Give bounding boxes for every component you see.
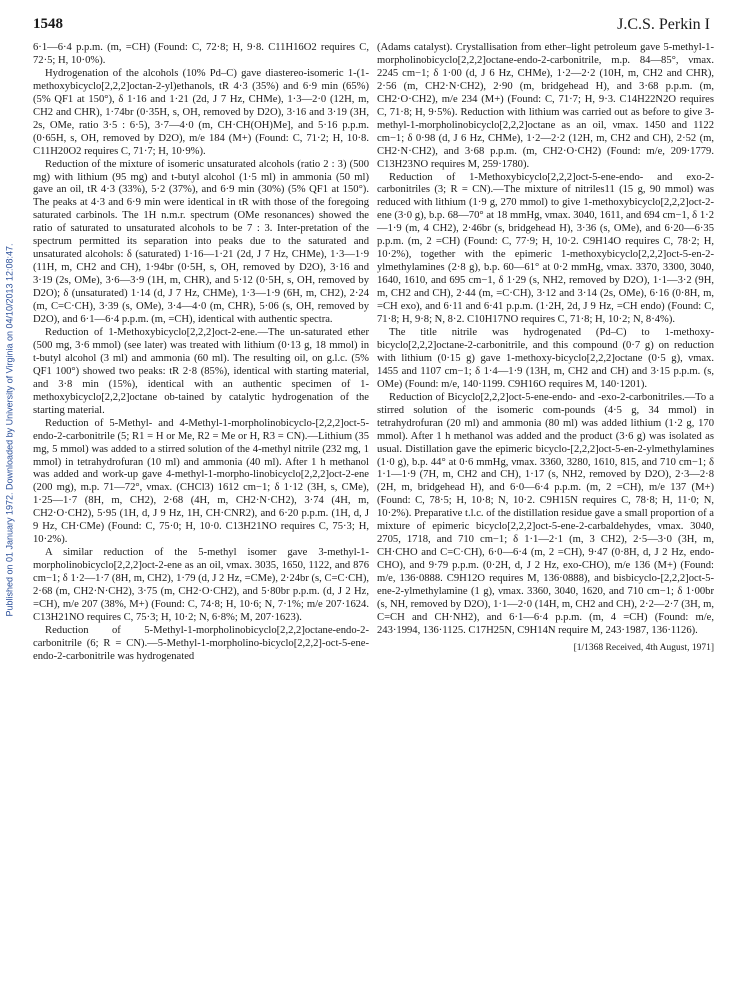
paragraph: 6·1—6·4 p.p.m. (m, =CH) (Found: C, 72·8; H, 9·8. C11H16O2 requires C, 72·5; H, 10·0%).	[33, 42, 369, 66]
paragraph: Reduction of 1-Methoxybicyclo[2,2,2]oct-5-ene-endo- and exo-2-carbonitriles (3; R = CN).—The mixture of nitriles11 (15 g, 90 mmol) was reduced with lithium (1·9 g, 270 mmol) to give 1-methoxybicyclo[2,2,2]oct-2-ene (3·0 g), b.p. 68—70° at 18 mmHg, νmax. 3040, 1611, and 694 cm−1, δ 1·2—1·9 (m, 4 CH2), 2·46br (s, bridgehead H), 3·36 (s, OMe), and 6·20—6·35 p.p.m. (m, 2 =CH) (Found: C, 77·9; H, 10·2. C9H14O requires C, 78·2; H, 10·2%), together with the epimeric 1-methoxybicyclo[2,2,2]oct-5-en-2-ylmethylamines (2·8 g), b.p. 60—61° at 0·2 mmHg, νmax. 3370, 3300, 3040, 1640, 1610, and 695 cm−1, δ 1·29 (s, NH2, removed by D2O), 1·1—3·2 (9H, m, CH2 and CH), 2·44 (m, =C·CH), 3·12 and 3·14 (2s, OMe), 6·16 (0·8H, m, =CH exo), and 6·11 and 6·41 p.p.m. (1·2H, 2d, J 9 Hz, =CH endo) (Found: C, 71·8; H, 9·8; N, 8·2. C10H17NO requires C, 71·8; H, 10·2; N, 8·4%).	[377, 171, 714, 326]
right-column	[377, 42, 714, 655]
paragraph: Hydrogenation of the alcohols (10% Pd–C) gave diastereo-isomeric 1-(1-methoxybicyclo[2,2,2]octan-2-yl)ethanols, tR 4·3 (35%) and 6·9 min (65%) (5% QF1 at 150°), δ 1·16 and 1·21 (2d, J 7 Hz, CHMe), 1·3—2·0 (12H, m, CH2 and CHR), 1·74br (0·35H, s, OH, removed by D2O), 3·16 and 3·19 (3H, 2s, OMe, ratio 3·5 : 6·5), 3·7—4·0 (m, CH·CH(OH)Me], and 5·16 p.p.m. (0·65H, s, OH, removed by D2O), m/e 184 (M+) (Found: C, 71·2; H, 10·8. C11H20O2 requires C, 71·7; H, 10·9%).	[33, 67, 369, 157]
page-number: 1548	[33, 16, 63, 32]
received-note: [1/1368 Received, 4th August, 1971]	[573, 642, 714, 653]
paragraph: (Adams catalyst). Crystallisation from ether–light petroleum gave 5-methyl-1-morpholinobicyclo[2,2,2]octane-endo-2-carbonitrile, m.p. 84—85°, νmax. 2245 cm−1; δ 1·00 (d, J 6 Hz, CHMe), 1·2—2·2 (10H, m, CH2 and CHR), 2·56 (m, CH2·N·CH2), 2·90 (m, bridgehead H), and 3·68 p.p.m. (m, CH2·O·CH2), m/e 234 (M+) (Found: C, 71·7; H, 9·3. C14H22N2O requires C, 71·8; H, 9·5%). Reduction with lithium was carried out as before to give 3-methyl-1-morpholinobicyclo[2,2,2]octane as an oil, νmax. 1450 and 1122 cm−1; δ 0·98 (d, J 6 Hz, CHMe), 1·2—2·2 (12H, m, CH2 and CH), 2·52 (m, CH2·N·CH2), and 3·68 p.p.m. (m, CH2·O·CH2) (Found: m/e, 209·1779. C13H23NO requires M, 259·1780).	[377, 42, 714, 170]
paragraph: Reduction of 5-Methyl- and 4-Methyl-1-morpholinobicyclo-[2,2,2]oct-5-endo-2-carbonitrile (5; R1 = H or Me, R2 = Me or H, R3 = CN).—Lithium (35 mg, 5 mmol) was added to a stirred solution of the 4-methyl nitrile (232 mg, 1 mmol) in tetrahydrofuran (10 ml) and ammonia (40 ml). After 1 h methanol was added and work-up gave 4-methyl-1-morpho-linobicyclo[2,2,2]oct-2-ene (200 mg), m.p. 71—72°, νmax. (CHCl3) 1612 cm−1; δ 1·12 (3H, s, CMe), 1·25—1·7 (8H, m, CH2), 2·68 (4H, m, CH2·N·CH2), 3·74 (4H, m, CH2·O·CH2), 5·95 (1H, d, J 9 Hz, 1H, CH·CNR2), and 6·20 p.p.m. (1H, d, J 9 Hz, CH·CMe) (Found: C, 75·0; H, 10·0. C13H21NO requires C, 75·3; H, 10·2%).	[33, 417, 369, 546]
paragraph: Reduction of the mixture of isomeric unsaturated alcohols (ratio 2 : 3) (500 mg) with lithium (95 mg) and t-butyl alcohol (1·5 ml) in ammonia (50 ml) gave an oil, tR 4·3 (33%), 5·2 (37%), and 6·9 min (30%) (5% QF1 at 150°). The peaks at 4·3 and 6·9 min were identical in tR with those of the foregoing saturated carbinols. The 1H n.m.r. spectrum (OMe resonances) showed the ratio of saturated to unsaturated alcohols to be 7 : 3. Inter-pretation of the spectrum permitted its separation into peaks due to the saturated and unsaturated alcohols: δ (saturated) 1·16—1·21 (2d, J 7 Hz, CHMe), 1·3—1·9 (11H, m, CH2 and CH), 1·94br (0·5H, s, OH, removed by D2O), 3·16 and 3·19 (2s, OMe), 3·6—3·9 (1H, m, CHR), and 5·12 (0·5H, s, OH, removed by D2O); δ (unsaturated) 1·14 (d, J 7 Hz, CHMe), 1·3—1·9 (6H, m, CH2), 2·24 (m, C=C·CH), 3·39 (s, OMe), 3·4—4·0 (m, CHR), 5·06 (s, OH, removed by D2O), and 6·1—6·4 p.p.m. (m, =CH), identical with authentic spectra.	[33, 158, 369, 326]
download-watermark	[3, 150, 17, 710]
journal-title: J.C.S. Perkin I	[617, 16, 710, 33]
paragraph: Reduction of 1-Methoxybicyclo[2,2,2]oct-2-ene.—The un-saturated ether (500 mg, 3·6 mmol) (see later) was treated with lithium (0·13 g, 18 mmol) in t-butyl alcohol (3 ml) and ammonia (60 ml). The resulting oil, on g.l.c. (5% QF1 100°) showed two peaks: tR 2·8 (85%), identical with starting material, and 3·8 min (15%), identical with an authentic specimen of 1-methoxybicyclo[2,2,2]octane ob-tained by catalytic hydrogenation of the starting material.	[33, 326, 369, 416]
paragraph: Reduction of Bicyclo[2,2,2]oct-5-ene-endo- and -exo-2-carbonitriles.—To a stirred solution of the isomeric com-pounds (4·5 g, 34 mmol) in tetrahydrofuran (20 ml) and ammonia (80 ml) was added lithium (1·2 g, 170 mmol). After 1 h methanol was added and the product (3·6 g) was isolated as usual. Distillation gave the epimeric bicyclo-[2,2,2]oct-5-en-2-ylmethylamines (1·0 g), b.p. 44° at 0·6 mmHg, νmax. 3360, 3280, 1610, 815, and 710 cm−1; δ 1·1—1·9 (7H, m, CH2 and CH), 1·17 (s, NH2, removed by D2O), 2·3—2·8 (2H, m, bridgehead H), and 6·0—6·4 p.p.m. (m, 2 =CH), m/e 137 (M+) (Found: C, 78·5; H, 10·8; N, 10·2. C9H15N requires C, 78·8; H, 11·0; N, 10·2%). Preparative t.l.c. of the distillation residue gave a small proportion of a mixture of epimeric bicyclo[2,2,2]oct-5-ene-2-carbaldehydes, νmax. 3040, 2705, 1718, and 710 cm−1; δ 1·1—2·1 (m, 3 CH2), 2·5—3·0 (3H, m, CH·CHO and C=C·CH), 6·0—6·4 (m, 2 =CH), 9·47 (0·8H, d, J 2 Hz, endo-CHO), and 9·79 p.p.m. (0·2H, d, J 2 Hz, exo-CHO), m/e 136 (M+) (Found: m/e, 136·0888. C9H12O requires M, 136·0888), and bisbicyclo-[2,2,2]oct-5-ene-2-ylmethylamine (1 g), νmax. 3360, 3040, 1620, and 710 cm−1; δ 1·00br (s, NH, removed by D2O), 1·1—2·0 (14H, m, CH2 and CH), 2·2—2·7 (3H, m, C=CH and CH·NH2), and 6·1—6·4 p.p.m. (m, 4 =CH) (Found: m/e, 243·1994, 136·1125. C17H25N, C9H14N require M, 243·1987, 136·1126).	[377, 391, 714, 636]
left-column	[33, 42, 369, 664]
paragraph: The title nitrile was hydrogenated (Pd–C) to 1-methoxy-bicyclo[2,2,2]octane-2-carbonitrile, and this compound (0·7 g) on reduction with lithium (0·15 g) gave 1-methoxy-bicyclo[2,2,2]octane (0·5 g), νmax. 1455 and 1107 cm−1; δ 1·4—1·9 (13H, m, CH2 and CH) and 3·15 p.p.m. (s, OMe) (Found: m/e, 140·1199. C9H16O requires M, 140·1201).	[377, 326, 714, 390]
download-watermark-text[interactable]: Published on 01 January 1972. Downloaded by University of Virginia on 04/10/2013 12:08:47.	[5, 243, 15, 617]
paragraph: A similar reduction of the 5-methyl isomer gave 3-methyl-1-morpholinobicyclo[2,2,2]oct-2-ene as an oil, νmax. 3035, 1650, 1122, and 876 cm−1; δ 1·2—1·7 (8H, m, CH2), 1·79 (d, J 2 Hz, =CMe), 2·24br (s, C=C·CH), 2·68 (m, CH2·N·CH2), 3·75 (m, CH2·O·CH2), and 5·80br p.p.m. (d, J 2 Hz, =CH), m/e 207 (38%, M+) (Found: C, 74·8; H, 10·6; N, 7·1%; m/e 207·1624. C13H21NO requires C, 75·3; H, 10·2; N, 6·8%; M, 207·1623).	[33, 547, 369, 623]
paragraph: Reduction of 5-Methyl-1-morpholinobicyclo[2,2,2]octane-endo-2-carbonitrile (6; R = CN).—5-Methyl-1-morpholino-bicyclo[2,2,2]-oct-5-ene-endo-2-carbonitrile was hydrogenated	[33, 624, 369, 662]
